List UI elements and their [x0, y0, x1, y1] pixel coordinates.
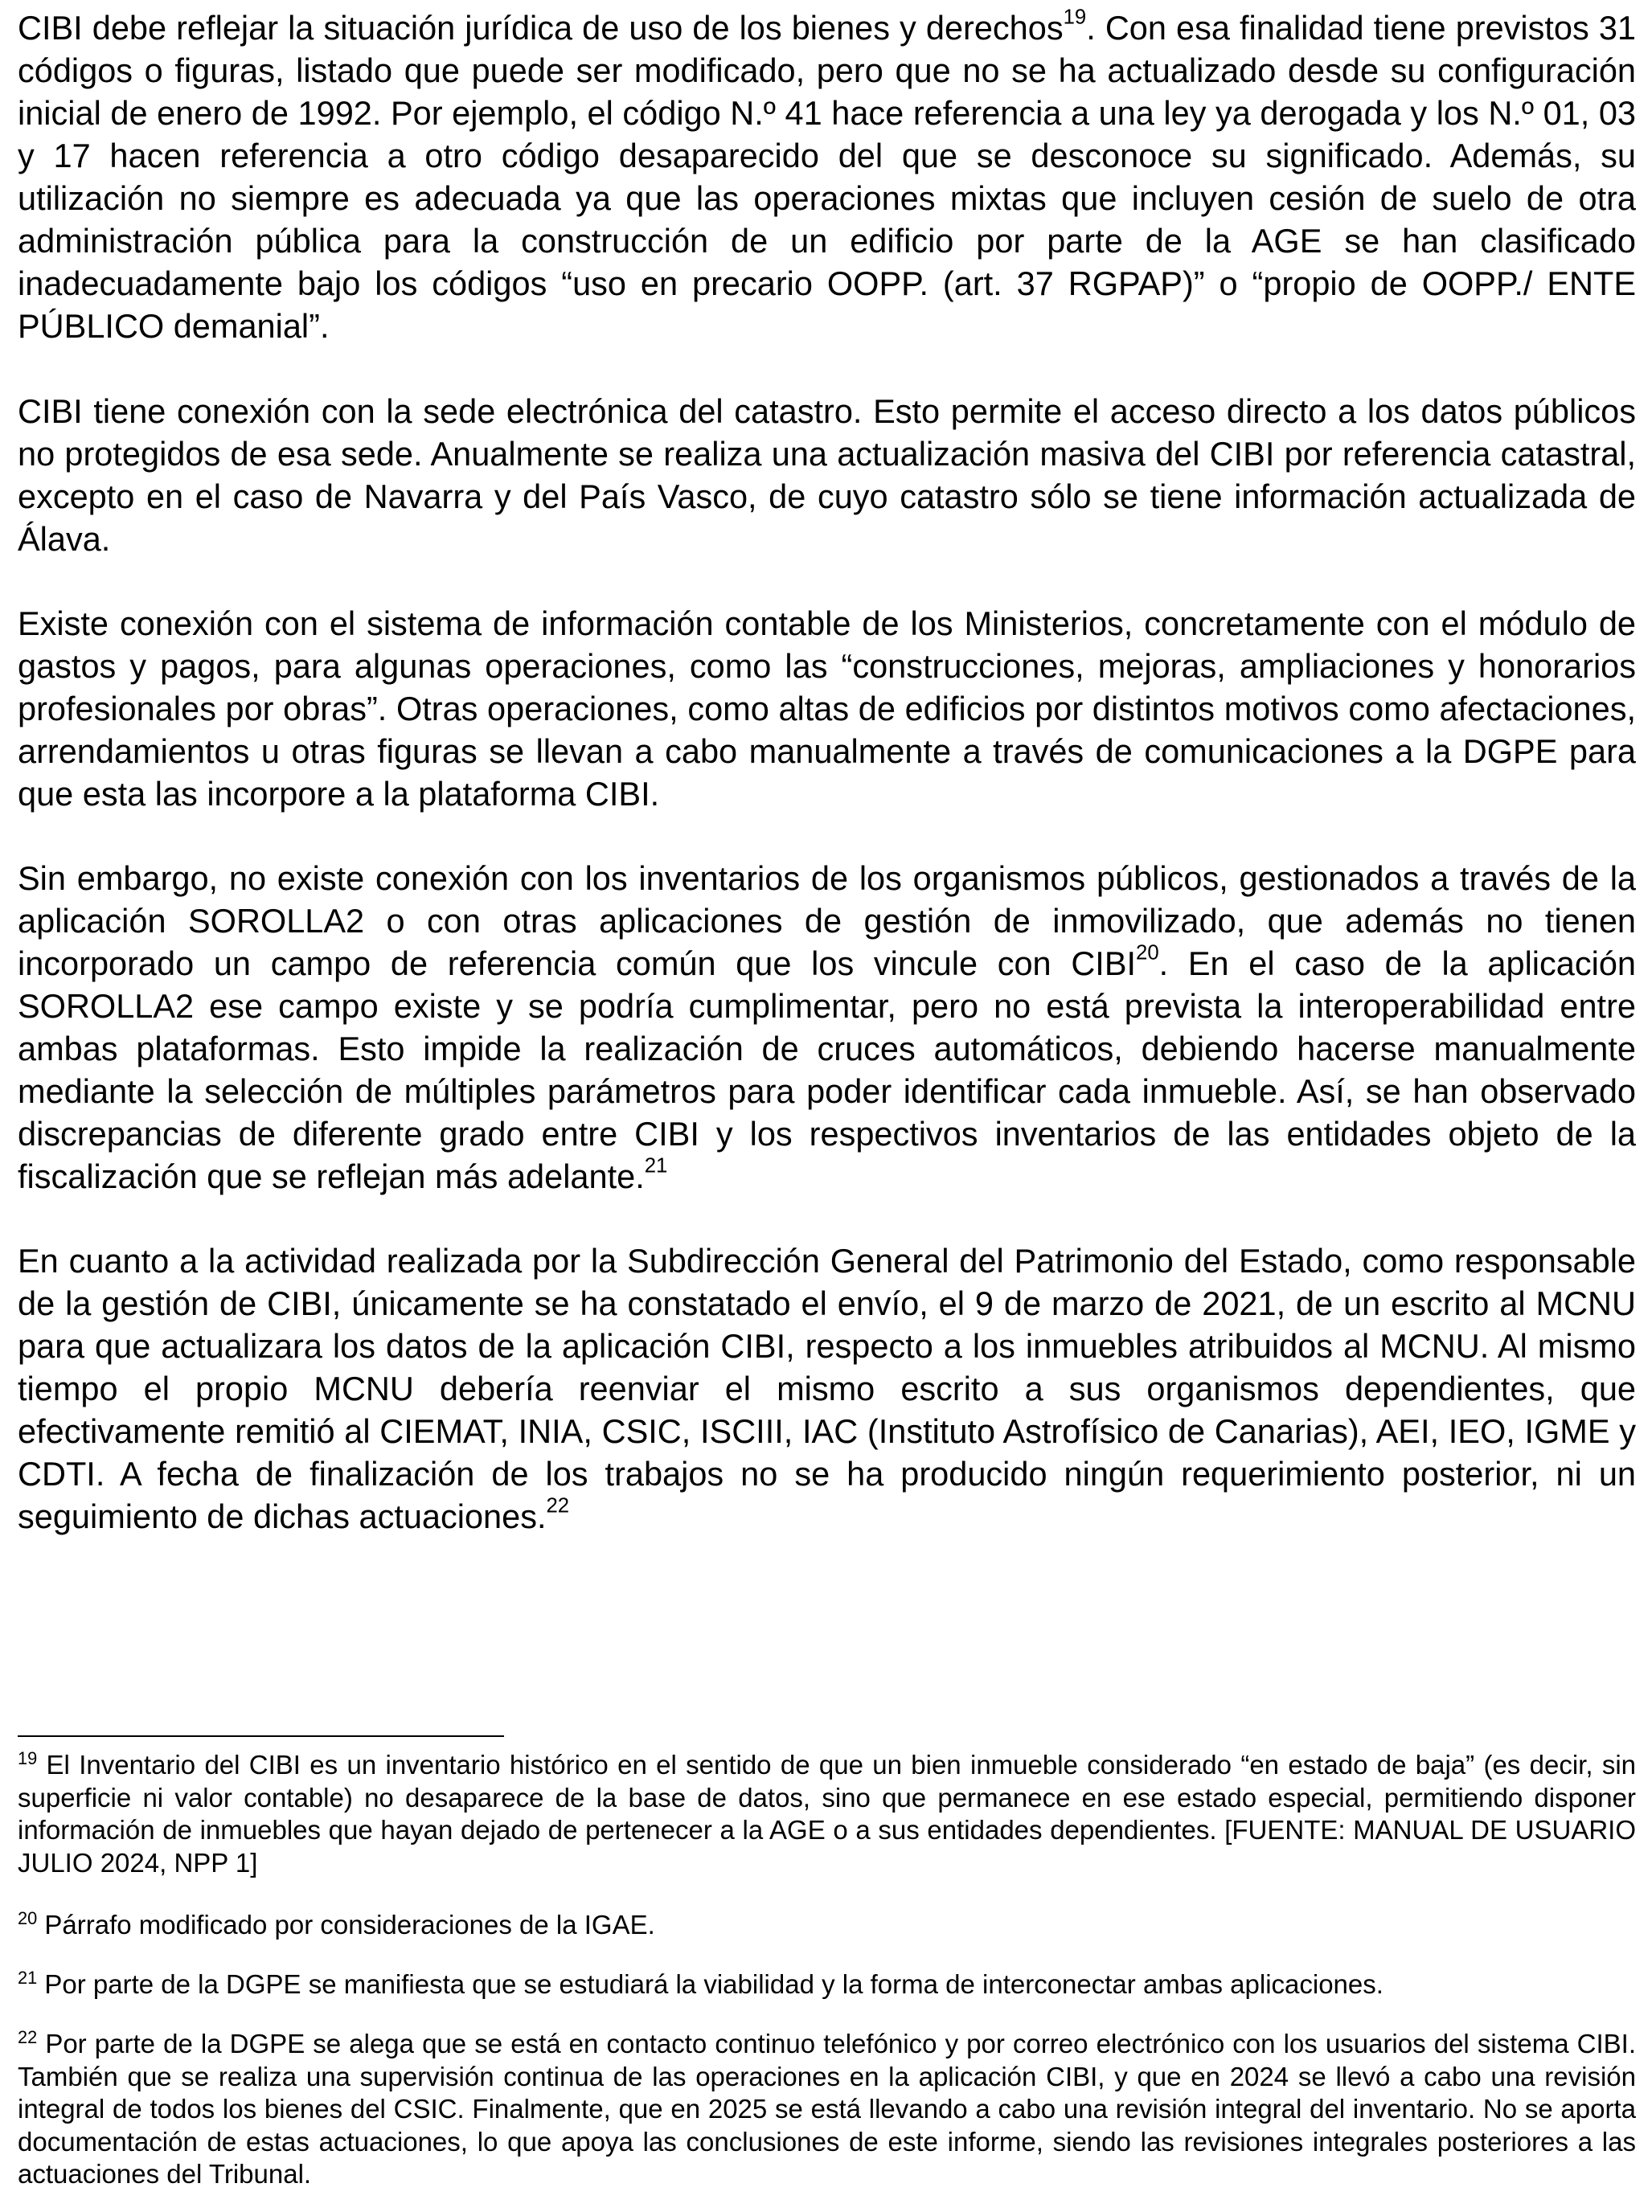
- paragraph-legal-status-codes: [18, 6, 1636, 347]
- footnote-reference-20[interactable]: 20: [1136, 941, 1159, 965]
- paragraph-text: Sin embargo, no existe conexión con los inventarios de los organismos públicos, gestionados a través de la aplicación SOROLLA2 o con otras aplicaciones de gestión de inmovilizado, que además no tienen incorporado un campo de referencia común que los vincule con CIBI: [18, 859, 1636, 982]
- paragraph-sorolla2-connection: [18, 857, 1636, 1198]
- paragraph-sgpe-activity: [18, 1239, 1636, 1538]
- paragraph-text: CIBI debe reflejar la situación jurídica de uso de los bienes y derechos: [18, 9, 1064, 47]
- footnote-text: Párrafo modificado por consideraciones de la IGAE.: [37, 1910, 655, 1940]
- footnote-text: El Inventario del CIBI es un inventario histórico en el sentido de que un bien inmueble considerado “en estado de baja” (es decir, sin superficie ni valor contable) no desaparece de la base de datos, sino que permanece en ese estado especial, permitiendo disponer información de inmuebles que hayan dejado de pertenecer a la AGE o a sus entidades dependientes. [FUENTE: MANUAL DE USUARIO JULIO 2024, NPP 1]: [18, 1750, 1636, 1878]
- footnote-mark: 21: [18, 1968, 38, 1989]
- footnote-text: Por parte de la DGPE se alega que se está en contacto continuo telefónico y por correo electrónico con los usuarios del sistema CIBI. También que se realiza una supervisión continua de las operaciones en la aplicación CIBI, y que en 2024 se llevó a cabo una revisión integral de todos los bienes del CSIC. Finalmente, que en 2025 se está llevando a cabo una revisión integral del inventario. No se aporta documentación de estas actuaciones, lo que apoya las conclusiones de este informe, siendo las revisiones integrales posteriores a las actuaciones del Tribunal.: [18, 2029, 1636, 2189]
- footnote-21: [18, 1968, 1636, 2001]
- paragraph-cadastre-connection: CIBI tiene conexión con la sede electrónica del catastro. Esto permite el acceso directo a los datos públicos no protegidos de esa sede. Anualmente se realiza una actualización masiva del CIBI por referencia catastral, excepto en el caso de Navarra y del País Vasco, de cuyo catastro sólo se tiene información actualizada de Álava.: [18, 392, 1636, 558]
- paragraph-text: . En el caso de la aplicación SOROLLA2 ese campo existe y se podría cumplimentar, pero no está prevista la interoperabilidad entre ambas plataformas. Esto impide la realización de cruces automáticos, debiendo hacerse manualmente mediante la selección de múltiples parámetros para poder identificar cada inmueble. Así, se han observado discrepancias de diferente grado entre CIBI y los respectivos inventarios de las entidades objeto de la fiscalización que se reflejan más adelante.: [18, 944, 1636, 1195]
- footnote-mark: 22: [18, 2027, 38, 2048]
- footnote-separator: [18, 1735, 504, 1737]
- paragraph-text: En cuanto a la actividad realizada por la Subdirección General del Patrimonio del Estado, como responsable de la gestión de CIBI, únicamente se ha constatado el envío, el 9 de marzo de 2021, de un escrito al MCNU para que actualizara los datos de la aplicación CIBI, respecto a los inmuebles atribuidos al MCNU. Al mismo tiempo el propio MCNU debería reenviar el mismo escrito a sus organismos dependientes, que efectivamente remitió al CIEMAT, INIA, CSIC, ISCIII, IAC (Instituto Astrofísico de Canarias), AEI, IEO, IGME y CDTI. A fecha de finalización de los trabajos no se ha producido ningún requerimiento posterior, ni un seguimiento de dichas actuaciones.: [18, 1242, 1636, 1535]
- footnote-reference-21[interactable]: 21: [644, 1154, 668, 1178]
- paragraph-accounting-connection: Existe conexión con el sistema de información contable de los Ministerios, concretamente con el módulo de gastos y pagos, para algunas operaciones, como las “construcciones, mejoras, ampliaciones y honorarios profesionales por obras”. Otras operaciones, como altas de edificios por distintos motivos como afectaciones, arrendamientos u otras figuras se llevan a cabo manualmente a través de comunicaciones a la DGPE para que esta las incorpore a la plataforma CIBI.: [18, 604, 1636, 813]
- footnote-reference-19[interactable]: 19: [1063, 6, 1087, 29]
- footnote-mark: 19: [18, 1748, 38, 1769]
- footnote-20: [18, 1909, 1636, 1942]
- footnote-19: [18, 1749, 1636, 1879]
- footnote-text: Por parte de la DGPE se manifiesta que se estudiará la viabilidad y la forma de interconectar ambas aplicaciones.: [37, 1969, 1383, 1999]
- footnote-22: [18, 2028, 1636, 2191]
- footnote-mark: 20: [18, 1908, 38, 1929]
- paragraph-text: . Con esa finalidad tiene previstos 31 códigos o figuras, listado que puede ser modificado, pero que no se ha actualizado desde su configuración inicial de enero de 1992. Por ejemplo, el código N.º 41 hace referencia a una ley ya derogada y los N.º 01, 03 y 17 hacen referencia a otro código desaparecido del que se desconoce su significado. Además, su utilización no siempre es adecuada ya que las operaciones mixtas que incluyen cesión de suelo de otra administración pública para la construcción de un edificio por parte de la AGE se han clasificado inadecuadamente bajo los códigos “uso en precario OOPP. (art. 37 RGPAP)” o “propio de OOPP./ ENTE PÚBLICO demanial”.: [18, 9, 1636, 345]
- footnote-reference-22[interactable]: 22: [546, 1494, 570, 1518]
